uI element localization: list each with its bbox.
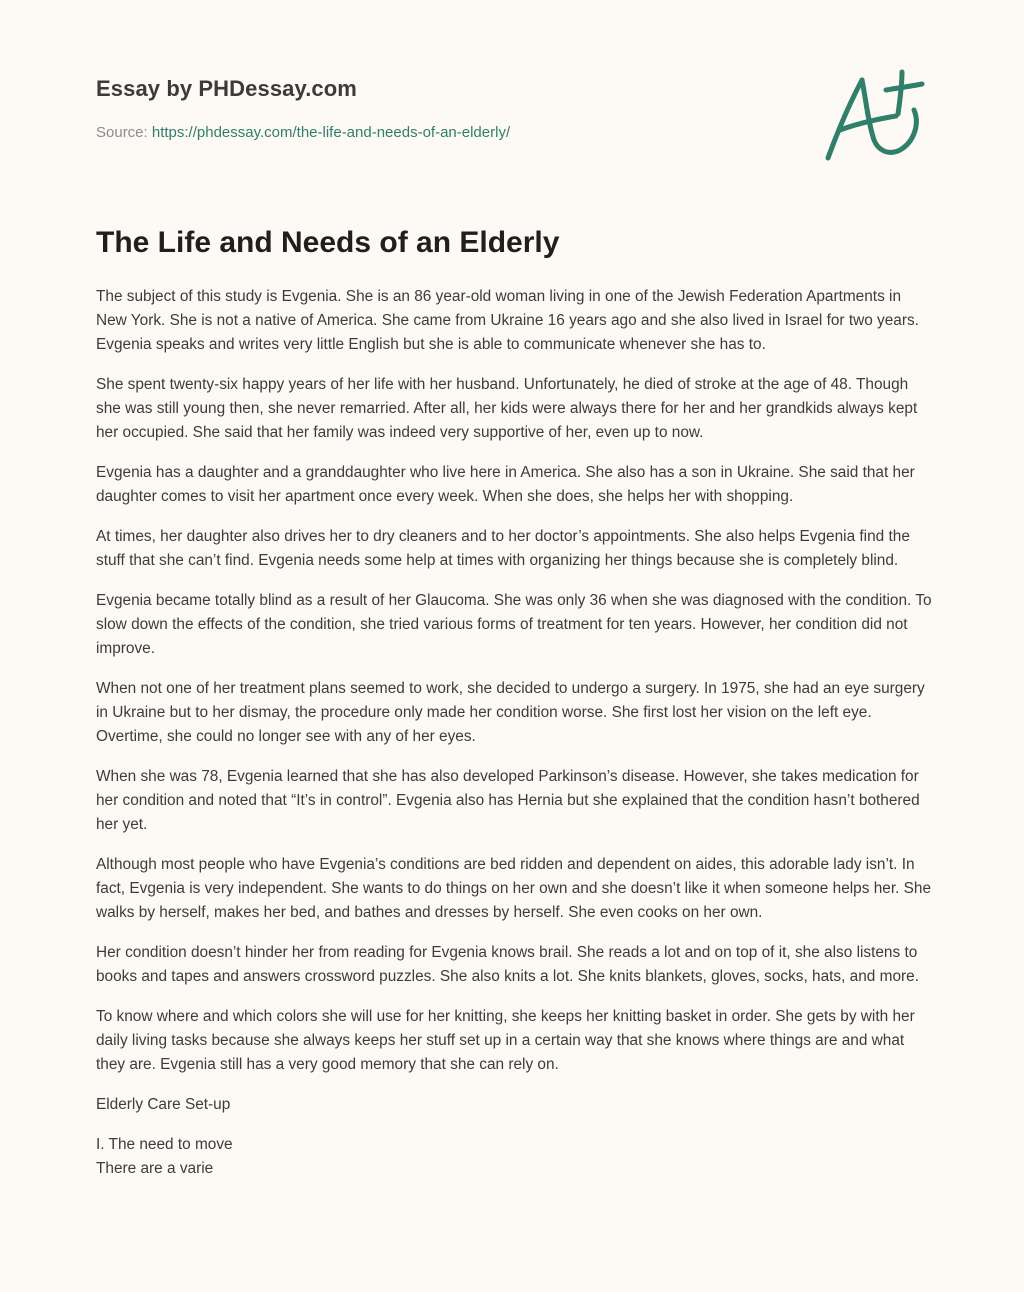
essay-paragraph: When she was 78, Evgenia learned that she has also developed Parkinson’s disease. However, she takes medication for her condition and noted that “It’s in control”. Evgenia also has Hernia but she explained that the condition hasn’t bothered her yet. [96,768,920,833]
essay-paragraph: To know where and which colors she will use for her knitting, she keeps her knitting basket in order. She gets by with her daily living tasks because she always keeps her stuff set up in a certain way that she knows where things are and what they are. Evgenia still has a very good memory that she can rely on. [96,1008,915,1073]
section-heading: Elderly Care Set-up [96,1096,231,1113]
essay-paragraph: When not one of her treatment plans seemed to work, she decided to undergo a surgery. In 1975, she had an eye surgery in Ukraine but to her dismay, the procedure only made her condition worse. She first lost her vision on the left eye. Overtime, she could no longer see with any of her eyes. [96,680,925,745]
essay-paragraph: Although most people who have Evgenia’s conditions are bed ridden and dependent on aides, this adorable lady isn’t. In fact, Evgenia is very independent. She wants to do things on her own and she doesn’t like it when someone helps her. She walks by herself, makes her bed, and bathes and dresses by herself. She even cooks on her own. [96,856,932,921]
essay-body [96,285,932,1181]
source-label: Source: [96,124,148,141]
source-link[interactable]: https://phdessay.com/the-life-and-needs-of-an-elderly/ [151,124,511,141]
subsection-line: I. The need to move [96,1136,233,1153]
truncated-paragraph [96,1133,932,1181]
truncated-line: There are a varie [96,1160,214,1177]
essay-title: The Life and Needs of an Elderly [96,226,560,259]
essay-paragraph: She spent twenty-six happy years of her life with her husband. Unfortunately, he died of stroke at the age of 48. Though she was still young then, she never remarried. After all, her kids were always there for her and her grandkids always kept her occupied. She said that her family was indeed very supportive of her, even up to now. [96,376,918,441]
essay-paragraph: Evgenia became totally blind as a result of her Glaucoma. She was only 36 when she was diagnosed with the condition. To slow down the effects of the condition, she tried various forms of treatment for ten years. However, her condition did not improve. [96,592,932,657]
essay-paragraph: Evgenia has a daughter and a granddaughter who live here in America. She also has a son in Ukraine. She said that her daughter comes to visit her apartment once every week. When she does, she helps her with shopping. [96,464,915,505]
essay-paragraph: Her condition doesn’t hinder her from reading for Evgenia knows brail. She reads a lot and on top of it, she also listens to books and tapes and answers crossword puzzles. She also knits a lot. She knits blankets, gloves, socks, hats, and more. [96,944,919,985]
essay-paragraph: The subject of this study is Evgenia. She is an 86 year-old woman living in one of the Jewish Federation Apartments in New York. She is not a native of America. She came from Ukraine 16 years ago and she also lived in Israel for two years. Evgenia speaks and writes very little English but she is able to communicate whenever she has to. [96,288,919,353]
a-plus-logo-icon [822,66,926,166]
source-line [96,124,510,141]
site-title: Essay by PHDessay.com [96,76,357,101]
essay-paragraph: At times, her daughter also drives her to dry cleaners and to her doctor’s appointments. She also helps Evgenia find the stuff that she can’t find. Evgenia needs some help at times with organizing her things because she is completely blind. [96,528,910,569]
